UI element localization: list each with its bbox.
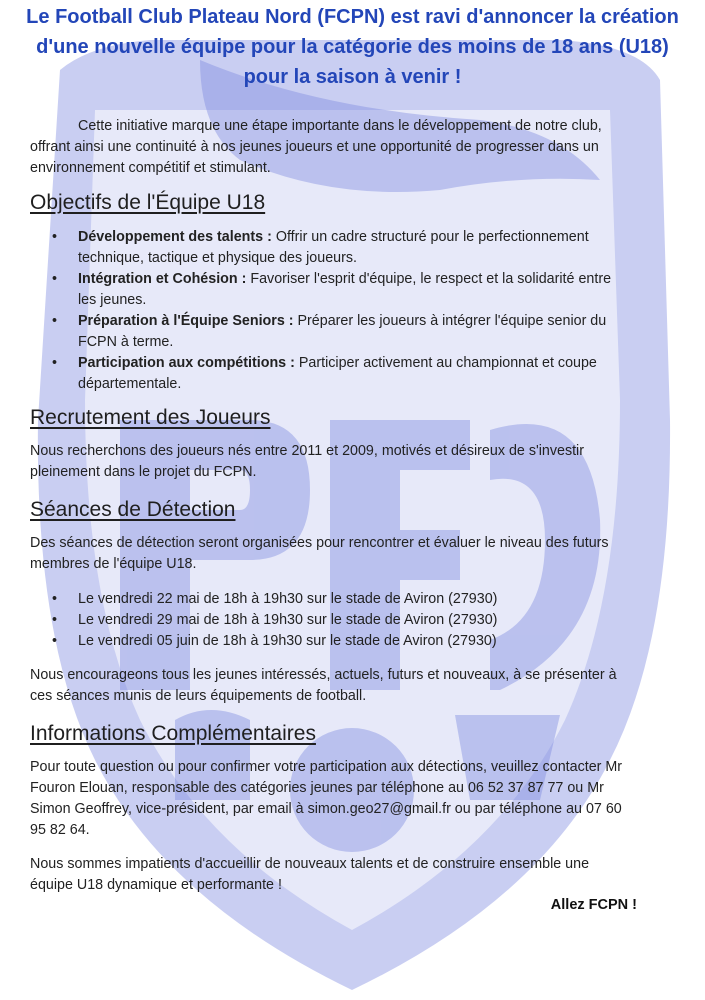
announcement-headline: Le Football Club Plateau Nord (FCPN) est ravi d'annoncer la création d'une nouvelle équipe pour la catégorie des moins de 18 ans (U18) pour la saison à venir !: [26, 6, 679, 88]
session-text: Le vendredi 29 mai de 18h à 19h30 sur le stade de Aviron (27930): [78, 612, 498, 628]
objective-label: Développement des talents :: [78, 229, 272, 245]
objective-text: Préparer les joueurs à intégrer l'équipe senior du FCPN à terme.: [78, 313, 607, 350]
bullet-icon: •: [52, 633, 58, 649]
bullet-icon: •: [52, 271, 58, 287]
objective-label: Participation aux compétitions :: [78, 355, 295, 371]
objectives-list: [52, 227, 632, 395]
info-heading: Informations Complémentaires: [30, 722, 316, 745]
objective-text: Offrir un cadre structuré pour le perfectionnement technique, tactique et physique des joueurs.: [78, 229, 589, 266]
bullet-icon: •: [52, 591, 58, 607]
bullet-icon: •: [52, 355, 58, 371]
session-text: Le vendredi 22 mai de 18h à 19h30 sur le stade de Aviron (27930): [78, 591, 498, 607]
detection-sessions-list: [52, 589, 632, 652]
bullet-icon: •: [52, 229, 58, 245]
bullet-icon: •: [52, 313, 58, 329]
list-item: [52, 311, 632, 353]
objective-text: Participer activement au championnat et coupe départementale.: [78, 355, 597, 392]
list-item: [52, 631, 632, 652]
list-item: [52, 227, 632, 269]
detection-heading: Séances de Détection: [30, 498, 236, 521]
recruitment-paragraph: Nous recherchons des joueurs nés entre 2011 et 2009, motivés et désireux de s'investir pleinement dans le projet du FCPN.: [30, 443, 584, 480]
session-text: Le vendredi 05 juin de 18h à 19h30 sur le stade de Aviron (27930): [78, 633, 497, 649]
detection-paragraph: Des séances de détection seront organisées pour rencontrer et évaluer le niveau des futurs membres de l'équipe U18.: [30, 535, 609, 572]
bullet-icon: •: [52, 612, 58, 628]
objective-label: Intégration et Cohésion :: [78, 271, 247, 287]
list-item: [52, 269, 632, 311]
objective-label: Préparation à l'Équipe Seniors :: [78, 313, 294, 329]
recruitment-heading: Recrutement des Joueurs: [30, 406, 271, 429]
encourage-paragraph: Nous encourageons tous les jeunes intéressés, actuels, futurs et nouveaux, à se présenter à ces séances munis de leurs équipements de football.: [30, 667, 617, 704]
objectives-heading: Objectifs de l'Équipe U18: [30, 191, 266, 214]
list-item: [52, 353, 632, 395]
list-item: [52, 610, 632, 631]
info-paragraph: Pour toute question ou pour confirmer votre participation aux détections, veuillez contacter Mr Fouron Elouan, responsable des catégories jeunes par téléphone au 06 52 37 87 77 ou Mr Simon Geoffrey, vice-président, par email à simon.geo27@gmail.fr ou par téléphone au 07 60 95 82 64.: [30, 759, 623, 838]
list-item: [52, 589, 632, 610]
signoff: Allez FCPN !: [550, 897, 637, 913]
objective-text: Favoriser l'esprit d'équipe, le respect et la solidarité entre les jeunes.: [78, 271, 612, 308]
intro-paragraph: Cette initiative marque une étape importante dans le développement de notre club, offrant ainsi une continuité à nos jeunes joueurs et une opportunité de progresser dans un environnement compétitif et stimulant.: [30, 118, 602, 176]
closing-paragraph: Nous sommes impatients d'accueillir de nouveaux talents et de construire ensemble une équipe U18 dynamique et performante !: [30, 856, 590, 893]
